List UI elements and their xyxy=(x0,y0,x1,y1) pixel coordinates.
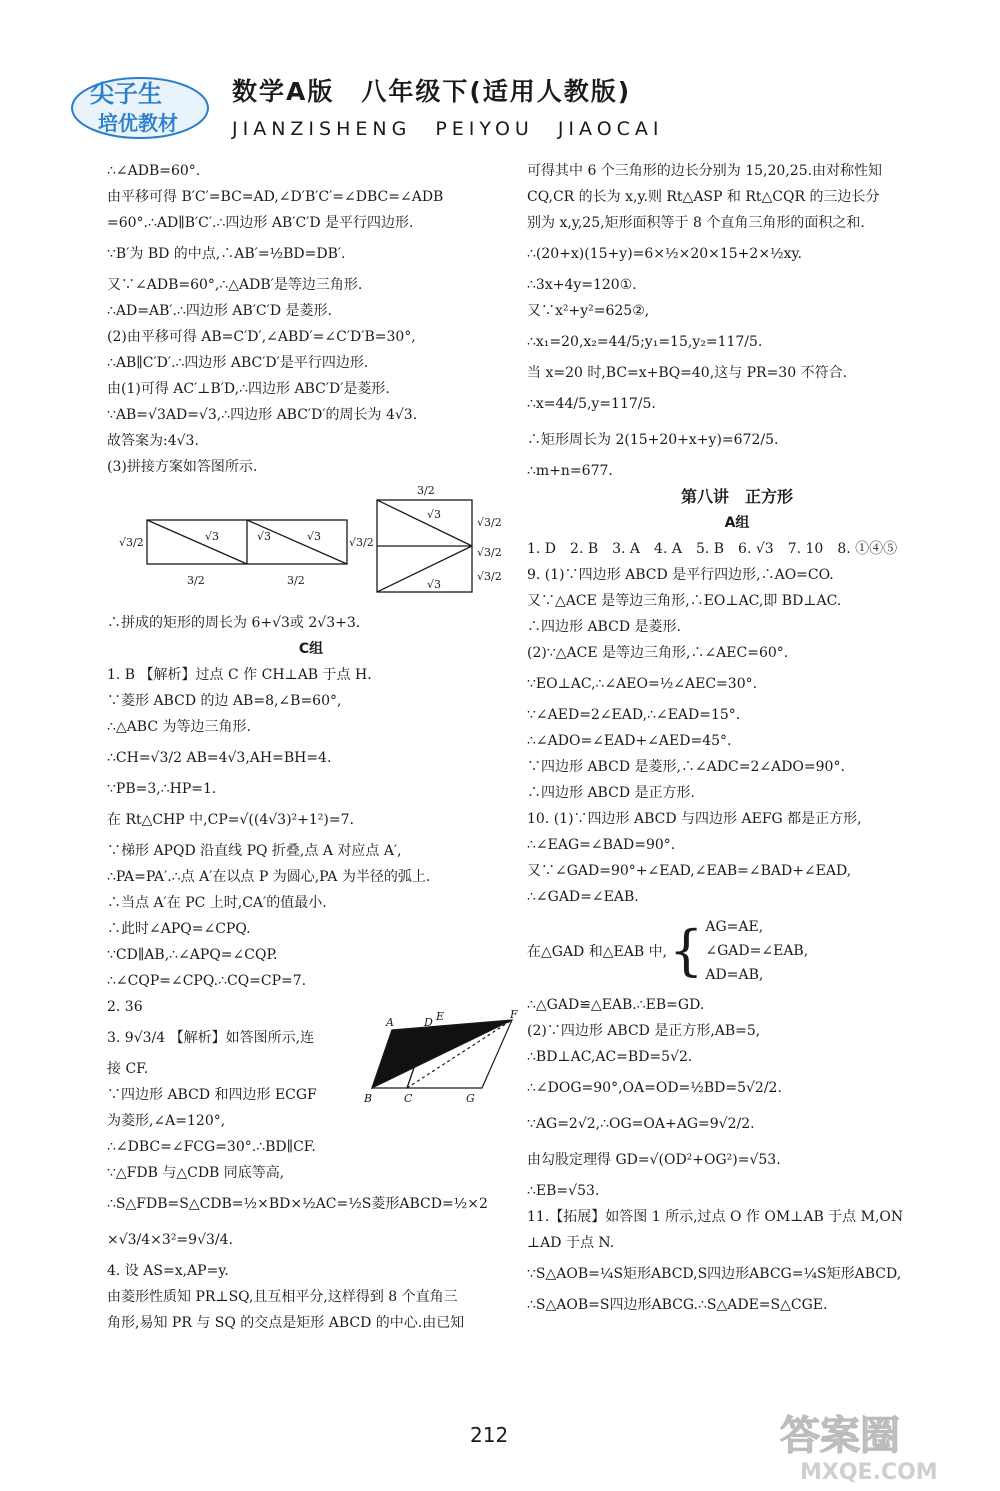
figure-label: F xyxy=(510,1010,518,1021)
figure-label: B xyxy=(364,1092,373,1105)
text-line: ∴此时∠APQ=∠CPQ. xyxy=(107,921,251,937)
figure-label: E xyxy=(436,1010,445,1023)
brace-item: AD=AB, xyxy=(705,967,764,983)
group-c-heading: C组 xyxy=(298,641,324,657)
logo-text-bottom: 培优教材 xyxy=(98,111,178,135)
text-line: 又∵x²+y²=625②, xyxy=(527,303,650,319)
text-line: 2. 36 xyxy=(107,999,143,1015)
text-line: ∴S△AOB=S四边形ABCG.∴S△ADE=S△CGE. xyxy=(527,1297,828,1313)
text-line: ∵EO⊥AC,∴∠AEO=½∠AEC=30°. xyxy=(527,676,758,692)
text-line: 1. B 【解析】过点 C 作 CH⊥AB 于点 H. xyxy=(107,667,372,683)
figure-label: G xyxy=(466,1092,475,1105)
text-line: ∵PB=3,∴HP=1. xyxy=(107,781,217,797)
text-line: 在 Rt△CHP 中,CP=√((4√3)²+1²)=7. xyxy=(107,812,354,828)
book-subtitle: JIANZISHENG PEIYOU JIAOCAI xyxy=(232,118,664,140)
figure-label: √3/2 xyxy=(119,536,144,549)
text-line: ∵△FDB 与△CDB 同底等高, xyxy=(107,1165,285,1181)
text-line: ∵CD∥AB,∴∠APQ=∠CQP. xyxy=(107,947,278,963)
text-line: ∴拼成的矩形的周长为 6+√3或 2√3+3. xyxy=(107,615,361,631)
text-line: 4. 设 AS=x,AP=y. xyxy=(107,1263,229,1279)
figure-label: √3 xyxy=(307,530,322,543)
figure-label: √3/2 xyxy=(477,546,502,559)
text-line: ∴∠DBC=∠FCG=30°.∴BD∥CF. xyxy=(107,1139,316,1155)
text-line: (2)由平移可得 AB=C′D′,∠ABD′=∠C′D′B=30°, xyxy=(107,329,416,345)
text-line: 11.【拓展】如答图 1 所示,过点 O 作 OM⊥AB 于点 M,ON xyxy=(527,1209,904,1225)
text-line: 别为 x,y,25,矩形面积等于 8 个直角三角形的面积之和. xyxy=(527,215,865,231)
q3-block xyxy=(107,1010,518,1336)
watermark-url: MXQE.COM xyxy=(800,1460,938,1485)
text-line: ∵四边形 ABCD 和四边形 ECGF xyxy=(107,1087,317,1103)
text-line: ∴AD=AB′.∴四边形 AB′C′D 是菱形. xyxy=(107,303,332,319)
text-line: 又∵∠ADB=60°,∴△ADB′是等边三角形. xyxy=(107,277,363,293)
page-number: 212 xyxy=(470,1423,509,1447)
text-line: 角形,易知 PR 与 SQ 的交点是矩形 ABCD 的中心.由已知 xyxy=(107,1315,465,1331)
text-line: 接 CF. xyxy=(107,1061,149,1077)
text-line: ∴∠EAG=∠BAD=90°. xyxy=(527,837,676,853)
text-line: ∴BD⊥AC,AC=BD=5√2. xyxy=(527,1049,693,1065)
text-line: 10. (1)∵四边形 ABCD 与四边形 AEFG 都是正方形, xyxy=(527,811,862,827)
figure-label: √3 xyxy=(427,578,442,591)
congruence-brace xyxy=(527,910,947,992)
figure-label: √3/2 xyxy=(349,536,374,549)
figure-label: D xyxy=(424,1016,433,1029)
text-line: ∴四边形 ABCD 是正方形. xyxy=(527,785,695,801)
brace-prefix: 在△GAD 和△EAB 中, xyxy=(527,944,668,960)
text-line: ∴EB=√53. xyxy=(527,1183,600,1199)
text-line: CQ,CR 的长为 x,y.则 Rt△ASP 和 Rt△CQR 的三边长分 xyxy=(527,189,880,205)
watermark-text: 答案圈 xyxy=(780,1413,900,1459)
text-line: ∴PA=PA′.∴点 A′在以点 P 为圆心,PA 为半径的弧上. xyxy=(107,869,431,885)
text-line: 为菱形,∠A=120°, xyxy=(107,1113,226,1129)
text-line: =60°.∴AD∥B′C′.∴四边形 AB′C′D 是平行四边形. xyxy=(107,215,414,231)
text-line: 9. (1)∵四边形 ABCD 是平行四边形,∴AO=CO. xyxy=(527,567,834,583)
right-column xyxy=(527,158,947,1318)
text-line: (2)∵四边形 ABCD 是正方形,AB=5, xyxy=(527,1023,761,1039)
text-line: ×√3/4×3²=9√3/4. xyxy=(107,1232,233,1248)
text-line: ∵四边形 ABCD 是菱形,∴∠ADC=2∠ADO=90°. xyxy=(527,759,845,775)
text-line: ⊥AD 于点 N. xyxy=(527,1235,615,1251)
lecture-heading: 第八讲 正方形 xyxy=(680,487,793,506)
rhombus-figure xyxy=(362,1010,522,1110)
text-line: ∵∠AED=2∠EAD,∴∠EAD=15°. xyxy=(527,707,741,723)
figure-label: √3 xyxy=(257,530,272,543)
text-line: ∴S△FDB=S△CDB=½×BD×½AC=½S菱形ABCD=½×2 xyxy=(107,1196,488,1212)
text-line: 又∵△ACE 是等边三角形,∴EO⊥AC,即 BD⊥AC. xyxy=(527,593,842,609)
text-line: ∴(20+x)(15+y)=6×½×20×15+2×½xy. xyxy=(527,246,803,262)
brace-symbol: { xyxy=(669,919,704,982)
text-line: ∵B′为 BD 的中点,∴AB′=½BD=DB′. xyxy=(107,246,346,262)
text-line: 由(1)可得 AC′⊥B′D,∴四边形 ABC′D′是菱形. xyxy=(107,381,390,397)
text-line: (2)∵△ACE 是等边三角形,∴∠AEC=60°. xyxy=(527,645,789,661)
group-a-heading: A组 xyxy=(724,515,750,531)
brace-item: AG=AE, xyxy=(705,919,764,935)
text-line: ∵菱形 ABCD 的边 AB=8,∠B=60°, xyxy=(107,693,342,709)
text-line: ∴AB∥C′D′.∴四边形 ABC′D′是平行四边形. xyxy=(107,355,369,371)
brace-items xyxy=(705,915,808,987)
figure-label: √3/2 xyxy=(477,570,502,583)
left-column xyxy=(107,158,518,1336)
publisher-logo xyxy=(70,72,220,142)
logo-text-top: 尖子生 xyxy=(90,80,162,108)
text-line: 3. 9√3/4 【解析】如答图所示,连 xyxy=(107,1030,315,1046)
text-line: ∴x=44/5,y=117/5. xyxy=(527,396,656,412)
book-title: 数学A版 八年级下(适用人教版) xyxy=(232,77,632,106)
brace-item: ∠GAD=∠EAB, xyxy=(705,943,809,959)
text-line: ∴△ABC 为等边三角形. xyxy=(107,719,251,735)
text-line: (3)拼接方案如答图所示. xyxy=(107,459,258,475)
text-line: ∴∠ADB=60°. xyxy=(107,163,201,179)
text-line: ∴3x+4y=120①. xyxy=(527,277,637,293)
text-line: 又∵∠GAD=90°+∠EAD,∠EAB=∠BAD+∠EAD, xyxy=(527,863,852,879)
text-line: ∴CH=√3/2 AB=4√3,AH=BH=4. xyxy=(107,750,332,766)
figure-label: 3/2 xyxy=(417,484,435,497)
text-line: 当 x=20 时,BC=x+BQ=40,这与 PR=30 不符合. xyxy=(527,365,848,381)
watermark-logo xyxy=(770,1405,980,1485)
text-line: 由平移可得 B′C′=BC=AD,∠D′B′C′=∠DBC=∠ADB xyxy=(107,189,444,205)
text-line: ∵AG=2√2,∴OG=OA+AG=9√2/2. xyxy=(527,1116,755,1132)
text-line: ∴∠GAD=∠EAB. xyxy=(527,889,639,905)
figure-label: A xyxy=(386,1016,394,1029)
figure-label: √3 xyxy=(427,508,442,521)
text-line: ∴∠DOG=90°,OA=OD=½BD=5√2/2. xyxy=(527,1080,782,1096)
text-line: 故答案为:4√3. xyxy=(107,433,199,449)
answers-line: 1. D 2. B 3. A 4. A 5. B 6. √3 7. 10 8. ①④⑤ xyxy=(527,541,898,557)
figure-label: √3 xyxy=(205,530,220,543)
text-line: 由菱形性质知 PR⊥SQ,且互相平分,这样得到 8 个直角三 xyxy=(107,1289,458,1305)
text-line: ∴四边形 ABCD 是菱形. xyxy=(527,619,681,635)
text-line: ∴△GAD≌△EAB.∴EB=GD. xyxy=(527,997,705,1013)
text-line: ∵梯形 APQD 沿直线 PQ 折叠,点 A 对应点 A′, xyxy=(107,843,402,859)
text-line: ∴x₁=20,x₂=44/5;y₁=15,y₂=117/5. xyxy=(527,334,763,350)
figure-label: C xyxy=(404,1092,413,1105)
figure-label: 3/2 xyxy=(187,574,205,587)
text-line: ∴∠CQP=∠CPQ.∴CQ=CP=7. xyxy=(107,973,307,989)
figure-label: 3/2 xyxy=(287,574,305,587)
figure-label: √3/2 xyxy=(477,516,502,529)
text-line: ∴当点 A′在 PC 上时,CA′的值最小. xyxy=(107,895,327,911)
text-line: ∴矩形周长为 2(15+20+x+y)=672/5. xyxy=(527,432,779,448)
text-line: 可得其中 6 个三角形的边长分别为 15,20,25.由对称性知 xyxy=(527,163,883,179)
text-line: ∴∠ADO=∠EAD+∠AED=45°. xyxy=(527,733,732,749)
text-line: ∴m+n=677. xyxy=(527,463,613,479)
tiling-figure xyxy=(107,480,515,610)
text-line: ∵S△AOB=¼S矩形ABCD,S四边形ABCG=¼S矩形ABCD, xyxy=(527,1266,902,1282)
text-line: ∵AB=√3AD=√3,∴四边形 ABC′D′的周长为 4√3. xyxy=(107,407,418,423)
text-line: 由勾股定理得 GD=√(OD²+OG²)=√53. xyxy=(527,1152,781,1168)
